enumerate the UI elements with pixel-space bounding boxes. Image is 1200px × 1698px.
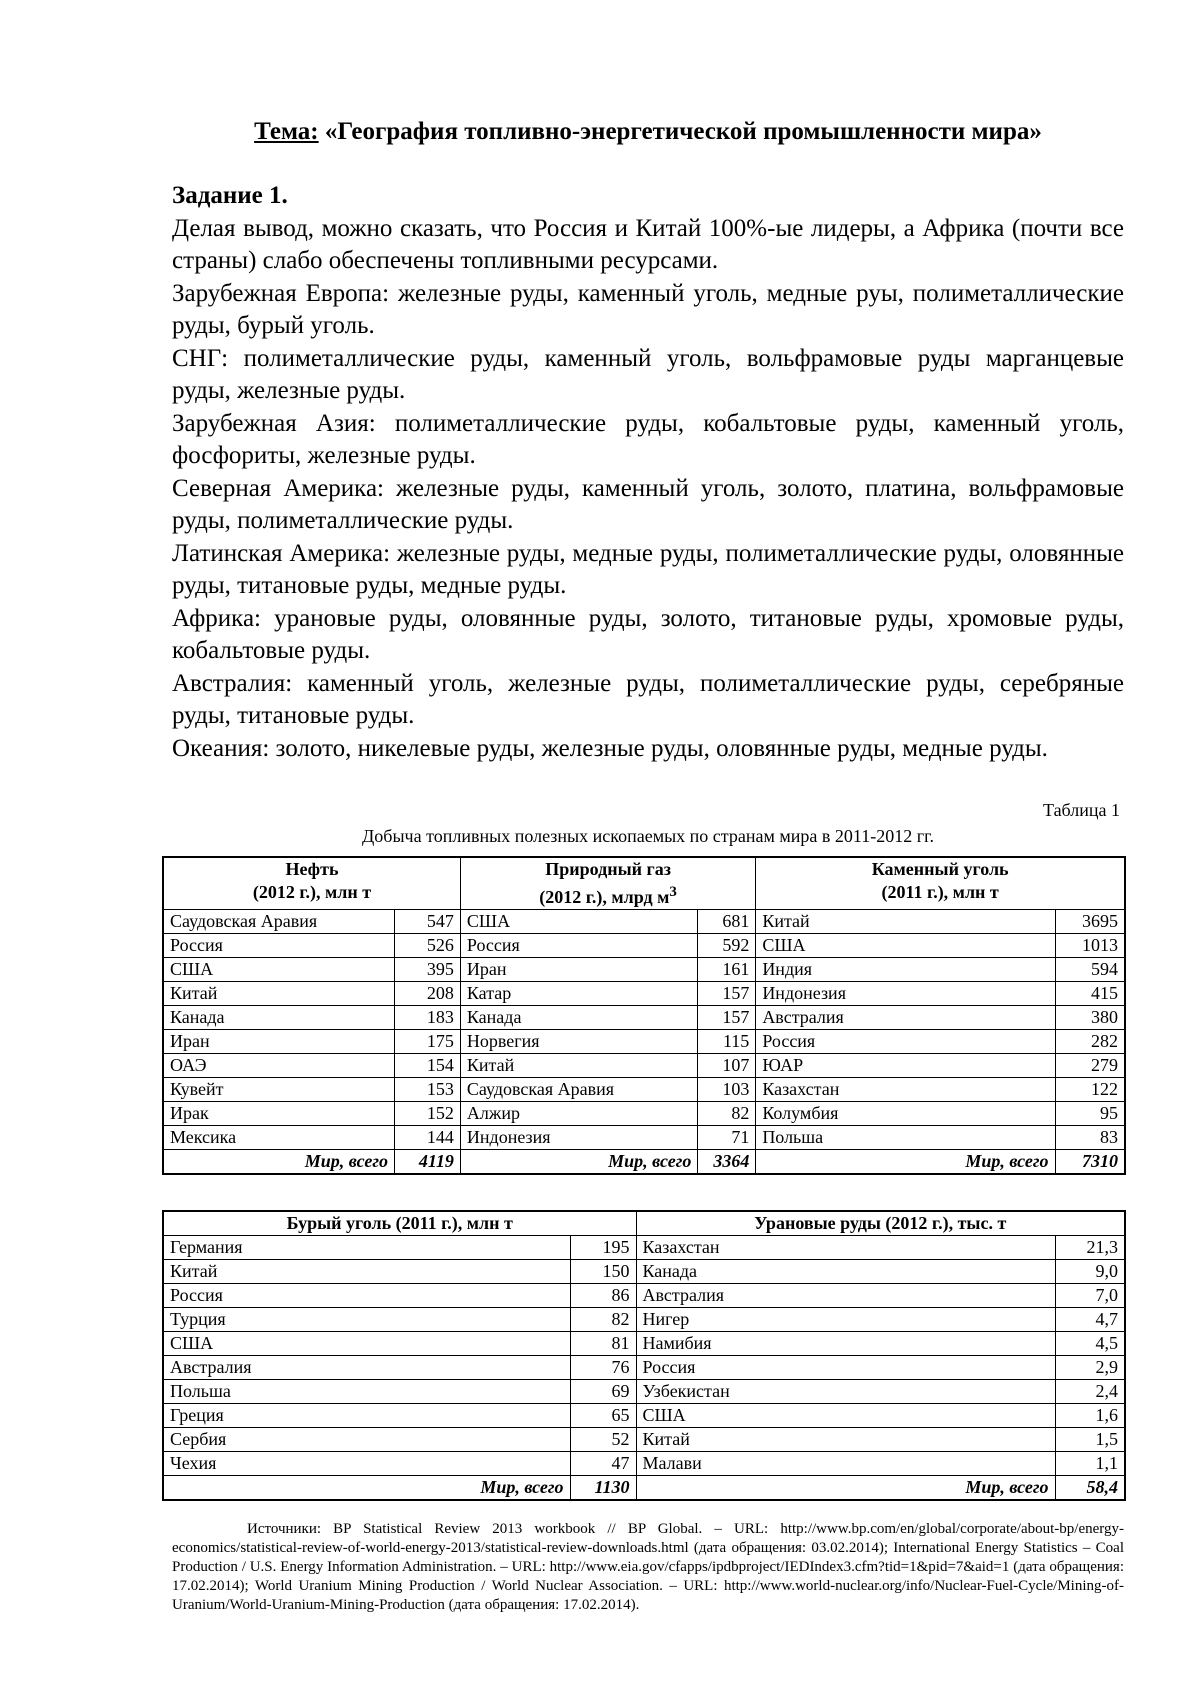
table-row [163,1404,1125,1428]
table-cell-country: ЮАР [756,1054,1055,1078]
table-cell-value: 107 [698,1054,756,1078]
table-row [163,1308,1125,1332]
table-cell-country: Кувейт [163,1078,394,1102]
coal-header: Каменный уголь (2011 г.), млн т [756,857,1125,910]
table-cell-value: 380 [1055,1006,1125,1030]
table-row [163,958,1125,982]
task-body [172,180,1124,765]
task-paragraph: СНГ: полиметаллические руды, каменный уголь, вольфрамовые руды марганцевые руды, железные руды. [172,344,1124,404]
table-cell-value: 157 [698,982,756,1006]
table-cell-country: Индонезия [460,1126,697,1150]
table-row [163,1054,1125,1078]
table-cell-country: Саудовская Аравия [163,910,394,934]
table-caption: Добыча топливных полезных ископаемых по странам мира в 2011-2012 гг. [362,826,934,846]
table-cell-country: Австралия [163,1356,570,1380]
table-row [163,1356,1125,1380]
table-cell-country: Индия [756,958,1055,982]
table-cell-country: Канада [163,1006,394,1030]
table-row [163,1428,1125,1452]
table-cell-country: Мексика [163,1126,394,1150]
table-cell-country: Казахстан [756,1078,1055,1102]
table-cell-country: Иран [460,958,697,982]
table-cell-value: 1013 [1055,934,1125,958]
task-paragraph: Океания: золото, никелевые руды, железные руды, оловянные руды, медные руды. [172,734,1048,762]
table-cell-value: 81 [570,1332,636,1356]
table-cell-value: 82 [570,1308,636,1332]
table-cell-value: 122 [1055,1078,1125,1102]
table-cell-country: Малави [636,1452,1055,1476]
table-cell-country: Польша [163,1380,570,1404]
fuel-production-table [162,856,1126,1175]
table-cell-value: 1,6 [1055,1404,1125,1428]
table-cell-country: Германия [163,1236,570,1260]
table-header-row [163,857,1125,910]
table-cell-country: ОАЭ [163,1054,394,1078]
lignite-uranium-table [162,1210,1126,1501]
table-cell-value: 144 [394,1126,460,1150]
table-cell-value: 547 [394,910,460,934]
table-cell-country: Китай [756,910,1055,934]
table-cell-value: 2,9 [1055,1356,1125,1380]
table-cell-value: 150 [570,1260,636,1284]
table-cell-country: Колумбия [756,1102,1055,1126]
table-row [163,1284,1125,1308]
table-cell-country: Иран [163,1030,394,1054]
table-cell-value: 65 [570,1404,636,1428]
table-cell-value: 103 [698,1078,756,1102]
table-cell-country: США [460,910,697,934]
table-label: Таблица 1 [1043,800,1120,820]
table-cell-value: 526 [394,934,460,958]
table-cell-value: 681 [698,910,756,934]
table-cell-value: 153 [394,1078,460,1102]
table-row [163,1236,1125,1260]
table-cell-country: Канада [460,1006,697,1030]
table-cell-value: 282 [1055,1030,1125,1054]
table-cell-value: 592 [698,934,756,958]
table-cell-value: 86 [570,1284,636,1308]
table-total-row: Мир, всего 4119 Мир, всего 3364 Мир, всего 7310 [163,1150,1125,1175]
table-row [163,1260,1125,1284]
table-cell-value: 415 [1055,982,1125,1006]
table-cell-value: 71 [698,1126,756,1150]
table-cell-country: Турция [163,1308,570,1332]
task-paragraph: Африка: урановые руды, оловянные руды, золото, титановые руды, хромовые руды, кобальтовые руды. [172,604,1124,664]
table-cell-country: Россия [163,1284,570,1308]
table-cell-country: Норвегия [460,1030,697,1054]
table-cell-country: США [756,934,1055,958]
table-cell-value: 154 [394,1054,460,1078]
table-cell-value: 82 [698,1102,756,1126]
table-row [163,1452,1125,1476]
table-cell-value: 4,7 [1055,1308,1125,1332]
uranium-header: Урановые руды (2012 г.), тыс. т [636,1211,1125,1236]
table-cell-country: Польша [756,1126,1055,1150]
table-cell-value: 1,1 [1055,1452,1125,1476]
table-cell-country: Россия [636,1356,1055,1380]
table-cell-value: 175 [394,1030,460,1054]
table-cell-value: 195 [570,1236,636,1260]
table-cell-country: США [163,1332,570,1356]
gas-header: Природный газ (2012 г.), млрд $м^3$ [460,857,755,910]
table-cell-country: Чехия [163,1452,570,1476]
table-cell-country: Нигер [636,1308,1055,1332]
table-cell-value: 1,5 [1055,1428,1125,1452]
task-paragraph: Делая вывод, можно сказать, что Россия и Китай 100%-ые лидеры, а Африка (почти все страны) слабо обеспечены топливными ресурсами. [172,214,1124,274]
table-cell-country: Китай [163,982,394,1006]
table-cell-country: США [636,1404,1055,1428]
table-row [163,910,1125,934]
page-title [172,118,1124,146]
table-row [163,1030,1125,1054]
table-row [163,1380,1125,1404]
table-cell-value: 95 [1055,1102,1125,1126]
table-cell-country: США [163,958,394,982]
table-cell-country: Алжир [460,1102,697,1126]
task-paragraph: Северная Америка: железные руды, каменный уголь, золото, платина, вольфрамовые руды, полиметаллические руды. [172,474,1124,534]
table-cell-value: 2,4 [1055,1380,1125,1404]
table-row [163,934,1125,958]
table-cell-value: 208 [394,982,460,1006]
table-cell-value: 157 [698,1006,756,1030]
sources-footnote: Источники: BP Statistical Review 2013 workbook // BP Global. – URL: http://www.bp.com/en/global/corporate/about-bp/energy-economics/statistical-review-of-world-energy-2013/statistical-review-downloads.html (дата обращения: 03.02.2014); International Energy Statistics – Coal Production / U.S. Energy Information Administration. – URL: http://www.eia.gov/cfapps/ipdbproject/IEDIndex3.cfm?tid=1&pid=7&aid=1 (дата обращения: 17.02.2014); World Uranium Mining Production / World Nuclear Association. – URL: http://www.world-nuclear.org/info/Nuclear-Fuel-Cycle/Mining-of-Uranium/World-Uranium-Mining-Production (дата обращения: 17.02.2014). [172,1521,1124,1613]
table-cell-country: Россия [460,934,697,958]
table-cell-value: 69 [570,1380,636,1404]
table-cell-value: 161 [698,958,756,982]
table-row [163,1126,1125,1150]
table-cell-value: 279 [1055,1054,1125,1078]
table-cell-value: 9,0 [1055,1260,1125,1284]
table-cell-value: 47 [570,1452,636,1476]
table-cell-value: 76 [570,1356,636,1380]
table-row [163,1332,1125,1356]
table-cell-country: Индонезия [756,982,1055,1006]
table-cell-value: 183 [394,1006,460,1030]
table-cell-value: 594 [1055,958,1125,982]
table-cell-country: Сербия [163,1428,570,1452]
table-cell-country: Саудовская Аравия [460,1078,697,1102]
table-cell-country: Китай [460,1054,697,1078]
table-cell-value: 3695 [1055,910,1125,934]
table-row [163,1102,1125,1126]
title-prefix: Тема: [254,118,319,145]
task-paragraph: Латинская Америка: железные руды, медные руды, полиметаллические руды, оловянные руды, титановые руды, медные руды. [172,539,1124,599]
task-paragraph: Зарубежная Европа: железные руды, каменный уголь, медные руы, полиметаллические руды, бурый уголь. [172,279,1124,339]
table-row [163,982,1125,1006]
table-cell-value: 21,3 [1055,1236,1125,1260]
table-cell-country: Россия [756,1030,1055,1054]
table-cell-value: 7,0 [1055,1284,1125,1308]
table-total-row: Мир, всего 1130 Мир, всего 58,4 [163,1476,1125,1501]
table-cell-value: 395 [394,958,460,982]
table-cell-value: 83 [1055,1126,1125,1150]
table-header-row [163,1211,1125,1236]
oil-header: Нефть (2012 г.), млн т [163,857,460,910]
table-cell-country: Китай [636,1428,1055,1452]
table-row [163,1006,1125,1030]
table-cell-country: Ирак [163,1102,394,1126]
task-heading: Задание 1. [172,182,288,209]
lignite-header: Бурый уголь (2011 г.), млн т [163,1211,636,1236]
table-cell-country: Австралия [756,1006,1055,1030]
table-cell-value: 52 [570,1428,636,1452]
table-cell-country: Катар [460,982,697,1006]
table-cell-country: Китай [163,1260,570,1284]
table-row [163,1078,1125,1102]
table-cell-country: Австралия [636,1284,1055,1308]
table-cell-value: 4,5 [1055,1332,1125,1356]
table-cell-country: Казахстан [636,1236,1055,1260]
table-cell-country: Греция [163,1404,570,1428]
title-text: «География топливно-энергетической промышленности мира» [318,118,1042,145]
table-cell-country: Узбекистан [636,1380,1055,1404]
table-cell-value: 152 [394,1102,460,1126]
table-cell-country: Канада [636,1260,1055,1284]
table-cell-country: Россия [163,934,394,958]
task-paragraph: Зарубежная Азия: полиметаллические руды, кобальтовые руды, каменный уголь, фосфориты, железные руды. [172,409,1124,469]
table-cell-country: Намибия [636,1332,1055,1356]
table-cell-value: 115 [698,1030,756,1054]
task-paragraph: Австралия: каменный уголь, железные руды, полиметаллические руды, серебряные руды, титановые руды. [172,669,1124,729]
